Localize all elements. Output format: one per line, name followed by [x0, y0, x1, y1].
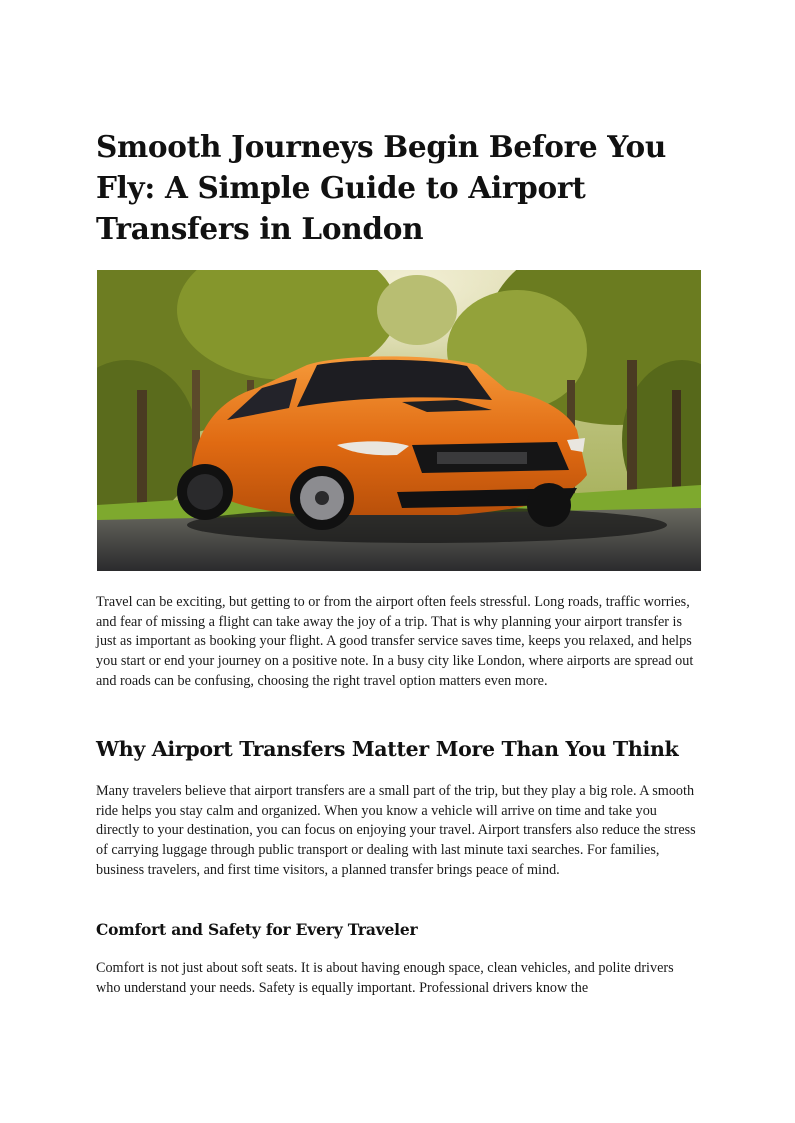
orange-sports-car-icon — [97, 270, 701, 571]
subsection-paragraph: Comfort is not just about soft seats. It is about having enough space, clean vehicles, and polite drivers who understand your needs. Safety is equally important. Professional drivers know the — [96, 960, 674, 996]
intro-paragraph: Travel can be exciting, but getting to or from the airport often feels stressful. Long roads, traffic worries, and fear of missing a flight can take away the joy of a trip. That is why planning your airport transfer is just as important as booking your flight. A good transfer service saves time, keeps you relaxed, and helps you start or end your journey on a positive note. In a busy city like London, where airports are spread out and roads can be confusing, choosing the right travel option matters even more. — [96, 594, 694, 689]
section-heading: Why Airport Transfers Matter More Than You Think — [96, 737, 679, 761]
subsection-heading: Comfort and Safety for Every Traveler — [96, 920, 418, 939]
article-title: Smooth Journeys Begin Before You Fly: A Simple Guide to Airport Transfers in London — [96, 129, 667, 246]
section-paragraph: Many travelers believe that airport transfers are a small part of the trip, but they play a big role. A smooth ride helps you stay calm and organized. When you know a vehicle will arrive on time and take you directly to your destination, you can focus on enjoying your travel. Airport transfers also reduce the stress of carrying luggage through public transport or dealing with last minute taxi searches. For families, business travelers, and first time visitors, a planned transfer brings peace of mind. — [96, 783, 696, 878]
hero-image — [97, 270, 701, 571]
